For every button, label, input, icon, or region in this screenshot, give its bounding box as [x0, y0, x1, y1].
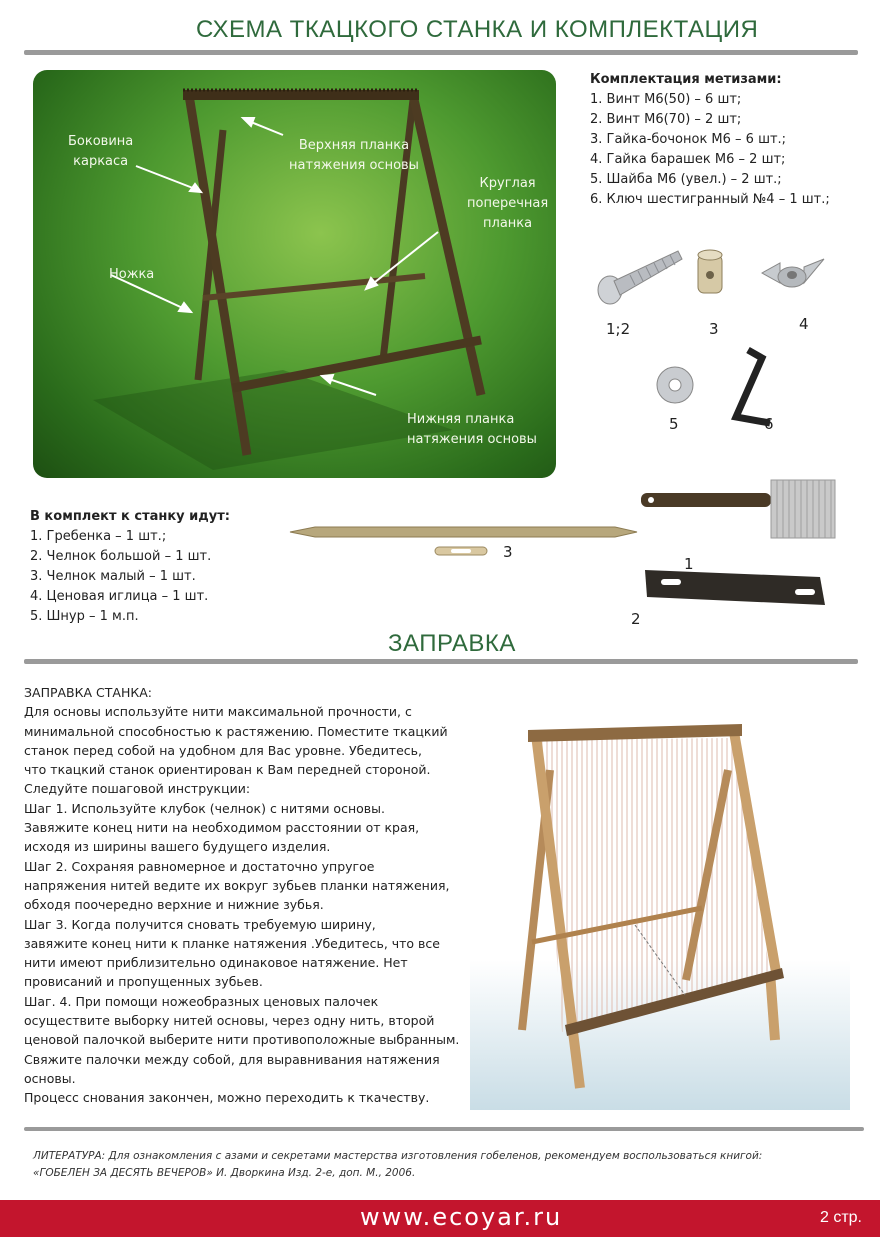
list-item: 4. Ценовая иглица – 1 шт.: [30, 589, 209, 604]
label-round-bar-line2: поперечная: [467, 196, 549, 211]
label-side-line1: Боковина: [68, 134, 134, 149]
washer-icon: [657, 367, 693, 403]
instructions-line: завяжите конец нити к планке натяжения .Убедитесь, что все: [24, 935, 440, 951]
list-item: 1. Винт М6(50) – 6 шт;: [590, 92, 742, 107]
instructions-text: [24, 683, 460, 1108]
instructions-line: Свяжите палочки между собой, для выравнивания натяжения: [24, 1051, 440, 1067]
instructions-line: Для основы используйте нити максимальной прочности, с: [24, 704, 412, 720]
label-side-line2: каркаса: [73, 154, 129, 169]
literature-line: «ГОБЕЛЕН ЗА ДЕСЯТЬ ВЕЧЕРОВ» И. Дворкина Изд. 2-е, доп. М., 2006.: [33, 1167, 416, 1179]
label-bottom-bar: [407, 410, 537, 450]
label-top-bar-line2: натяжения основы: [289, 158, 419, 173]
instructions-line: провисаний и пропущенных зубьев.: [24, 974, 263, 990]
list-item: 2. Винт М6(70) – 2 шт;: [590, 112, 742, 127]
instructions-line: Следуйте пошаговой инструкции:: [24, 781, 251, 797]
label-leg: Ножка: [109, 267, 155, 282]
instructions-line: напряжения нитей ведите их вокруг зубьев планки натяжения,: [24, 877, 450, 893]
figure-number-1-2: 1;2: [606, 320, 631, 338]
instructions-line: нити имеют приблизительно одинаковое натяжение. Нет: [24, 955, 408, 971]
label-side: [68, 132, 133, 172]
small-shuttle-icon: [435, 547, 487, 555]
instructions-line: исходя из ширины вашего будущего изделия.: [24, 839, 331, 855]
kit-figure-number-2: 2: [631, 610, 641, 628]
page-title: СХЕМА ТКАЦКОГО СТАНКА И КОМПЛЕКТАЦИЯ: [196, 16, 759, 43]
figure-number-5: 5: [669, 415, 679, 433]
list-item: 1. Гребенка – 1 шт.;: [30, 529, 167, 544]
instructions-line: осуществите выборку нитей основы, через одну нить, второй: [24, 1013, 435, 1029]
list-item: 3. Гайка-бочонок М6 – 6 шт.;: [590, 132, 787, 147]
figure-number-3: 3: [709, 320, 719, 338]
figure-number-4: 4: [799, 315, 809, 333]
instructions-line: Процесс снования закончен, можно переходить к ткачеству.: [24, 1090, 430, 1106]
instructions-line: ценовой палочкой выберите нити противоположные выбранным.: [24, 1032, 460, 1048]
needle-icon: [290, 527, 637, 537]
footer-website-link[interactable]: www.ecoyar.ru: [360, 1203, 563, 1231]
label-top-bar-line1: Верхняя планка: [298, 138, 410, 153]
header-divider: [24, 50, 858, 55]
page-number: 2 стр.: [819, 1209, 862, 1226]
list-item: 5. Шайба М6 (увел.) – 2 шт.;: [590, 172, 782, 187]
screw-icon: [598, 251, 682, 304]
list-item: 2. Челнок большой – 1 шт.: [30, 549, 212, 564]
figure-number-6: 6: [764, 415, 774, 433]
literature-divider: [24, 1127, 864, 1131]
instructions-line: Шаг. 4. При помощи ножеобразных ценовых палочек: [24, 993, 379, 1009]
hex-key-icon: [736, 350, 770, 423]
list-item: 3. Челнок малый – 1 шт.: [30, 569, 196, 584]
label-round-bar: [467, 174, 548, 234]
literature-line: ЛИТЕРАТУРА: Для ознакомления с азами и секретами мастерства изготовления гобеленов, рекомендуем воспользоваться книгой:: [33, 1150, 763, 1162]
label-bottom-bar-line1: Нижняя планка: [407, 412, 515, 427]
warped-loom-illustration: [470, 710, 850, 1130]
wing-nut-icon: [762, 259, 824, 287]
large-shuttle-icon: [645, 570, 825, 605]
comb-icon: [641, 480, 835, 538]
list-item: 6. Ключ шестигранный №4 – 1 шт.;: [590, 192, 830, 207]
instructions-line: основы.: [24, 1070, 76, 1086]
label-bottom-bar-line2: натяжения основы: [407, 432, 537, 447]
instructions-line: что ткацкий станок ориентирован к Вам передней стороной.: [24, 762, 431, 778]
hardware-list: [590, 70, 830, 210]
kit-title: В комплект к станку идут:: [30, 509, 231, 524]
instructions-line: Шаг 1. Используйте клубок (челнок) с нитями основы.: [24, 800, 385, 816]
kit-figure-number-1: 1: [684, 555, 694, 573]
hardware-illustrations: [580, 235, 880, 455]
instructions-line: обходя поочередно верхние и нижние зубья.: [24, 897, 324, 913]
instructions-line: ЗАПРАВКА СТАНКА:: [24, 685, 152, 700]
instructions-line: станок перед собой на удобном для Вас уровне. Убедитесь,: [24, 742, 422, 758]
kit-figure-number-3: 3: [503, 543, 513, 561]
section-divider: [24, 659, 858, 664]
literature-note: [33, 1148, 773, 1182]
kit-list: [30, 507, 230, 627]
label-round-bar-line1: Круглая: [479, 176, 536, 191]
section-title-threading: ЗАПРАВКА: [388, 630, 516, 657]
hardware-title: Комплектация метизами:: [590, 72, 782, 87]
instructions-line: Завяжите конец нити на необходимом расстоянии от края,: [24, 820, 420, 836]
instructions-line: Шаг 2. Сохраняя равномерное и достаточно упругое: [24, 858, 375, 874]
loom-diagram-panel: [33, 70, 556, 478]
kit-illustrations: [285, 475, 845, 615]
instructions-line: минимальной способностью к растяжению. Поместите ткацкий: [24, 723, 448, 739]
label-round-bar-line3: планка: [483, 216, 533, 231]
list-item: 5. Шнур – 1 м.п.: [30, 609, 139, 624]
label-top-bar: [289, 136, 419, 176]
barrel-nut-icon: [698, 250, 722, 293]
list-item: 4. Гайка барашек М6 – 2 шт;: [590, 152, 786, 167]
instructions-line: Шаг 3. Когда получится сновать требуемую ширину,: [24, 916, 376, 932]
